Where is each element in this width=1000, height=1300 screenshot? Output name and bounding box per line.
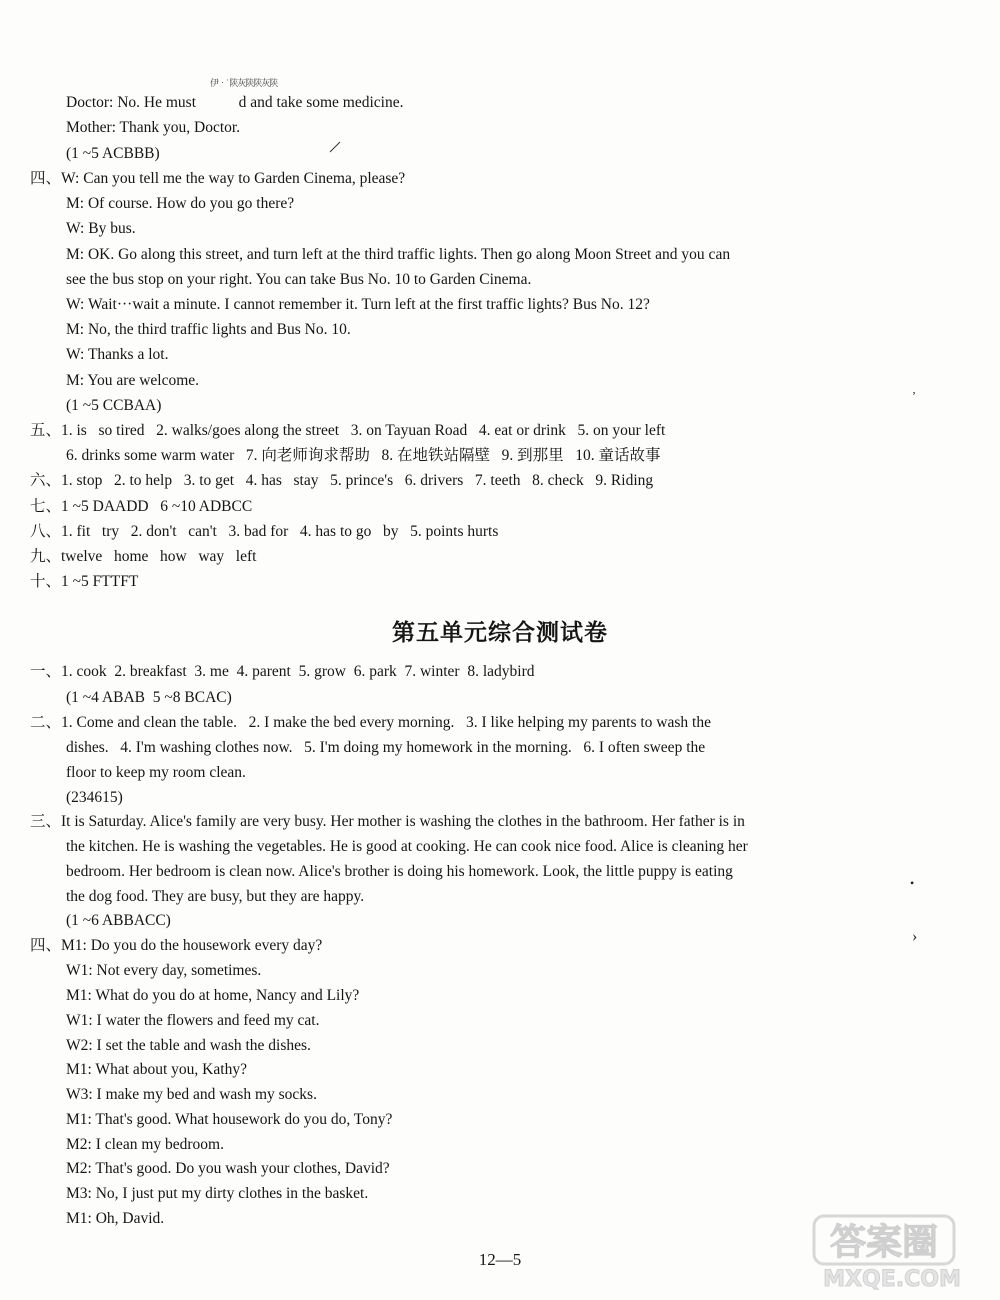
text-line: W: Wait···wait a minute. I cannot remember it. Turn left at the first traffic lights? Bus No. 12? [66, 296, 650, 313]
text-line: 一、1. cook 2. breakfast 3. me 4. parent 5. grow 6. park 7. winter 8. ladybird [30, 663, 535, 680]
text-line: 八、1. fit try 2. don't can't 3. bad for 4. has to go by 5. points hurts [30, 523, 499, 540]
text-line: W3: I make my bed and wash my socks. [66, 1086, 317, 1103]
text-line: 七、1 ~5 DAADD 6 ~10 ADBCC [30, 498, 253, 515]
text-line: (1 ~4 ABAB 5 ~8 BCAC) [66, 689, 232, 706]
watermark-bottom-text: MXQE.COM [823, 1267, 961, 1290]
text-line: M: You are welcome. [66, 372, 200, 389]
text-line: M: No, the third traffic lights and Bus No. 10. [66, 321, 351, 338]
text-line: 十、1 ~5 FTTFT [30, 573, 139, 590]
text-line: M1: Oh, David. [66, 1210, 165, 1227]
text-line: (1 ~5 CCBAA) [66, 397, 162, 414]
text-line: W: Thanks a lot. [66, 346, 169, 363]
text-line: M2: I clean my bedroom. [66, 1136, 224, 1153]
text-line: floor to keep my room clean. [66, 764, 246, 781]
text-line: see the bus stop on your right. You can take Bus No. 10 to Garden Cinema. [66, 271, 532, 288]
handwritten-smudge: 伊‧˙ 陕灰陕陕灰陕 [210, 78, 278, 88]
text-line: W1: I water the flowers and feed my cat. [66, 1012, 320, 1029]
watermark-logo [792, 1210, 992, 1290]
text-line: Doctor: No. He must d and take some medicine. [66, 94, 404, 111]
text-line: Mother: Thank you, Doctor. [66, 119, 241, 136]
stray-mark: › [912, 928, 918, 945]
stray-mark: ‚ [912, 382, 916, 396]
page-number: 12—5 [478, 1250, 522, 1269]
text-line: dishes. 4. I'm washing clothes now. 5. I'm doing my homework in the morning. 6. I often sweep the [66, 739, 706, 756]
text-line: the kitchen. He is washing the vegetables. He is good at cooking. He can cook nice food. Alice is cleaning her [66, 838, 748, 855]
text-line: 四、M1: Do you do the housework every day? [30, 937, 323, 954]
text-line: M1: That's good. What housework do you do, Tony? [66, 1111, 393, 1128]
watermark-top-text: 答案圈 [829, 1222, 939, 1263]
section-title: 第五单元综合测试卷 [392, 619, 608, 646]
text-line: M2: That's good. Do you wash your clothes, David? [66, 1160, 390, 1177]
text-line: M1: What about you, Kathy? [66, 1061, 247, 1078]
text-line: 六、1. stop 2. to help 3. to get 4. has stay 5. prince's 6. drivers 7. teeth 8. check 9. Riding [30, 472, 654, 489]
text-line: (234615) [66, 789, 123, 806]
text-line: 三、It is Saturday. Alice's family are very busy. Her mother is washing the clothes in the bathroom. Her father is in [30, 813, 745, 830]
text-line: the dog food. They are busy, but they are happy. [66, 888, 365, 905]
text-line: W1: Not every day, sometimes. [66, 962, 262, 979]
text-line: (1 ~5 ACBBB) [66, 145, 160, 162]
text-line: 6. drinks some warm water 7. 向老师询求帮助 8. 在地铁站隔壁 9. 到那里 10. 童话故事 [66, 447, 661, 464]
text-line: M: Of course. How do you go there? [66, 195, 295, 212]
text-line: W: By bus. [66, 220, 136, 237]
text-line: (1 ~6 ABBACC) [66, 912, 171, 929]
text-line: M: OK. Go along this street, and turn left at the third traffic lights. Then go along Moon Street and you can [66, 246, 731, 263]
text-line: 四、W: Can you tell me the way to Garden Cinema, please? [30, 170, 406, 187]
text-line: 五、1. is so tired 2. walks/goes along the street 3. on Tayuan Road 4. eat or drink 5. on your left [30, 422, 666, 439]
text-line: M1: What do you do at home, Nancy and Lily? [66, 987, 360, 1004]
pen-stroke-mark [328, 140, 342, 154]
text-line: W2: I set the table and wash the dishes. [66, 1037, 311, 1054]
text-line: bedroom. Her bedroom is clean now. Alice's brother is doing his homework. Look, the little puppy is eating [66, 863, 733, 880]
text-line: M3: No, I just put my dirty clothes in the basket. [66, 1185, 369, 1202]
stray-dot: • [910, 876, 915, 890]
text-line: 二、1. Come and clean the table. 2. I make the bed every morning. 3. I like helping my parents to wash the [30, 714, 711, 731]
text-line: 九、twelve home how way left [30, 548, 257, 565]
